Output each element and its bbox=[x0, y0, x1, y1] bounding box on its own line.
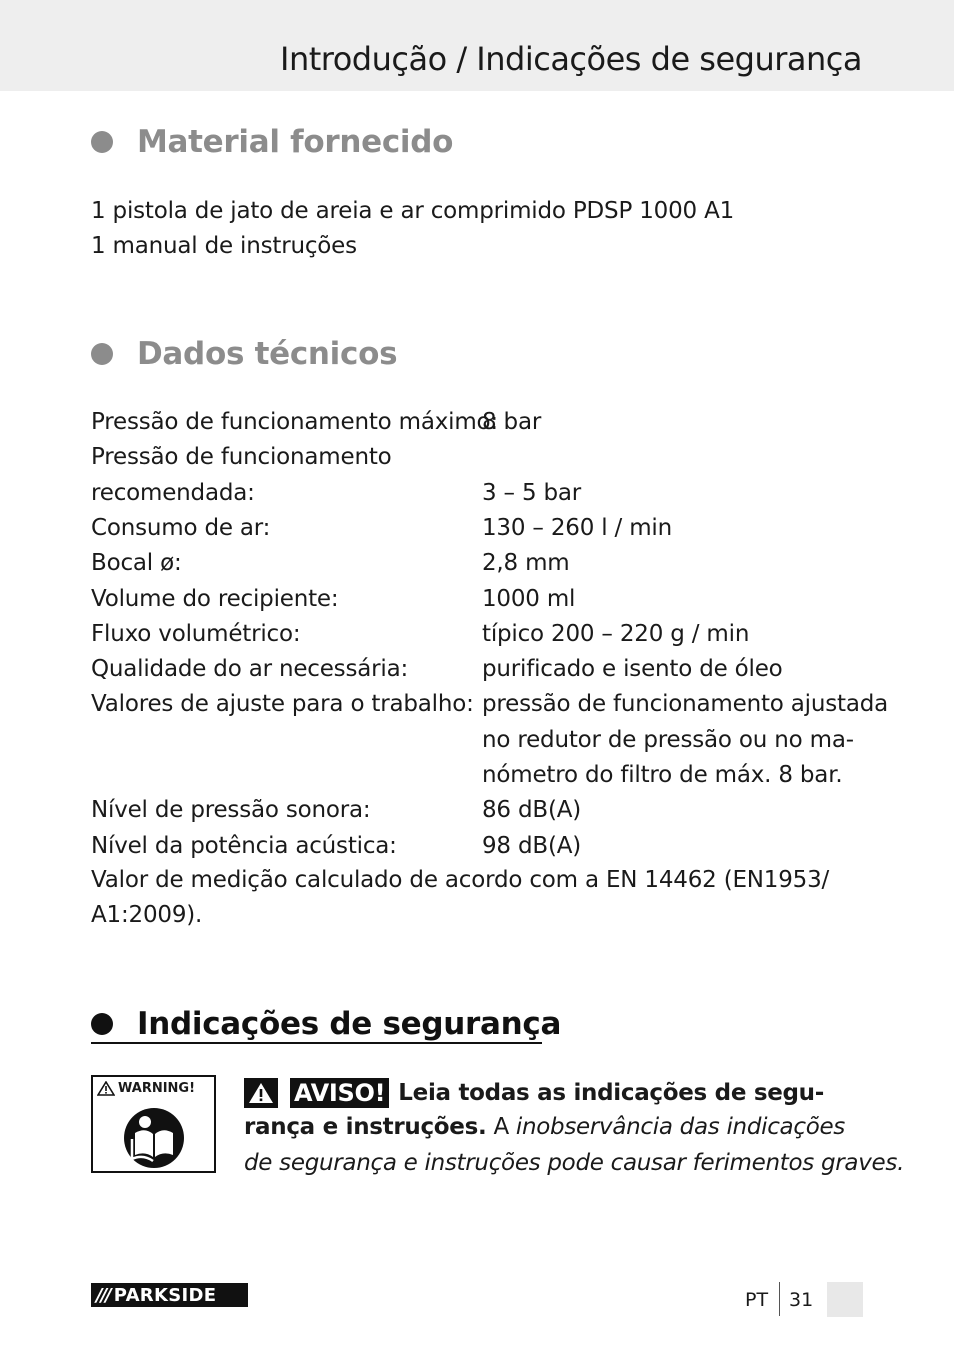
logo-text: PARKSIDE bbox=[113, 1284, 217, 1306]
spec-value: 1000 ml bbox=[482, 586, 576, 612]
footer-divider bbox=[779, 1282, 780, 1316]
spec-value: pressão de funcionamento ajustada bbox=[482, 691, 889, 717]
page-number: 31 bbox=[789, 1289, 814, 1311]
warning-box-label: WARNING! bbox=[118, 1081, 196, 1096]
spec-value: 86 dB(A) bbox=[482, 797, 582, 823]
spec-label: Qualidade do ar necessária: bbox=[91, 656, 409, 682]
spec-label: recomendada: bbox=[91, 480, 255, 506]
spec-label: Nível da potência acústica: bbox=[91, 833, 397, 859]
spec-label: Valores de ajuste para o trabalho: bbox=[91, 691, 474, 717]
section-material bbox=[91, 124, 453, 160]
spec-label: Fluxo volumétrico: bbox=[91, 621, 301, 647]
section-dados bbox=[91, 336, 397, 372]
aviso-bold-text: Leia todas as indicações de segu- bbox=[398, 1080, 824, 1106]
material-item: 1 manual de instruções bbox=[91, 233, 357, 259]
spec-value: típico 200 – 220 g / min bbox=[482, 621, 750, 647]
section-title-dados: Dados técnicos bbox=[137, 336, 398, 372]
warning-triangle-icon bbox=[244, 1078, 278, 1108]
logo-slashes: /// bbox=[96, 1284, 110, 1306]
warning-box-header bbox=[97, 1081, 195, 1096]
spec-note-line: Valor de medição calculado de acordo com a EN 14462 (EN1953/ bbox=[91, 867, 830, 893]
section-bullet bbox=[91, 1013, 113, 1035]
spec-note-line: A1:2009). bbox=[91, 902, 203, 928]
section-bullet bbox=[91, 343, 113, 365]
spec-value: nómetro do filtro de máx. 8 bar. bbox=[482, 762, 843, 788]
aviso-line-2 bbox=[244, 1114, 845, 1140]
material-item: 1 pistola de jato de areia e ar comprimido PDSP 1000 A1 bbox=[91, 198, 735, 224]
aviso-italic-text: de segurança e instruções pode causar ferimentos graves. bbox=[244, 1150, 905, 1176]
spec-label: Bocal ø: bbox=[91, 550, 182, 576]
spec-label: Volume do recipiente: bbox=[91, 586, 339, 612]
page-header-title: Introdução / Indicações de segurança bbox=[280, 40, 862, 78]
read-manual-icon bbox=[123, 1107, 185, 1169]
spec-label: Nível de pressão sonora: bbox=[91, 797, 371, 823]
aviso-badge: AVISO! bbox=[290, 1078, 389, 1108]
parkside-logo bbox=[91, 1283, 248, 1307]
spec-value: 98 dB(A) bbox=[482, 833, 582, 859]
aviso-bold-text: rança e instruções. bbox=[244, 1114, 487, 1140]
warning-triangle-icon bbox=[97, 1081, 115, 1096]
section-bullet bbox=[91, 131, 113, 153]
spec-value: 130 – 260 l / min bbox=[482, 515, 672, 541]
spec-value: 3 – 5 bar bbox=[482, 480, 582, 506]
footer-language: PT bbox=[745, 1289, 769, 1311]
aviso-normal-text: A bbox=[486, 1114, 516, 1140]
spec-label: Pressão de funcionamento bbox=[91, 444, 392, 470]
section-seguranca bbox=[91, 1006, 561, 1042]
spec-value: 8 bar bbox=[482, 409, 542, 435]
section-title-material: Material fornecido bbox=[137, 124, 454, 160]
warning-read-manual-box bbox=[91, 1075, 216, 1173]
aviso-headline bbox=[244, 1078, 824, 1108]
spec-value: 2,8 mm bbox=[482, 550, 570, 576]
spec-value: no redutor de pressão ou no ma- bbox=[482, 727, 854, 753]
spec-label: Pressão de funcionamento máximo: bbox=[91, 409, 498, 435]
spec-value: purificado e isento de óleo bbox=[482, 656, 783, 682]
spec-label: Consumo de ar: bbox=[91, 515, 271, 541]
section-underline bbox=[91, 1042, 542, 1044]
footer-tab-marker bbox=[827, 1282, 863, 1317]
section-title-seguranca: Indicações de segurança bbox=[137, 1006, 562, 1042]
aviso-italic-text: inobservância das indicações bbox=[515, 1114, 845, 1140]
